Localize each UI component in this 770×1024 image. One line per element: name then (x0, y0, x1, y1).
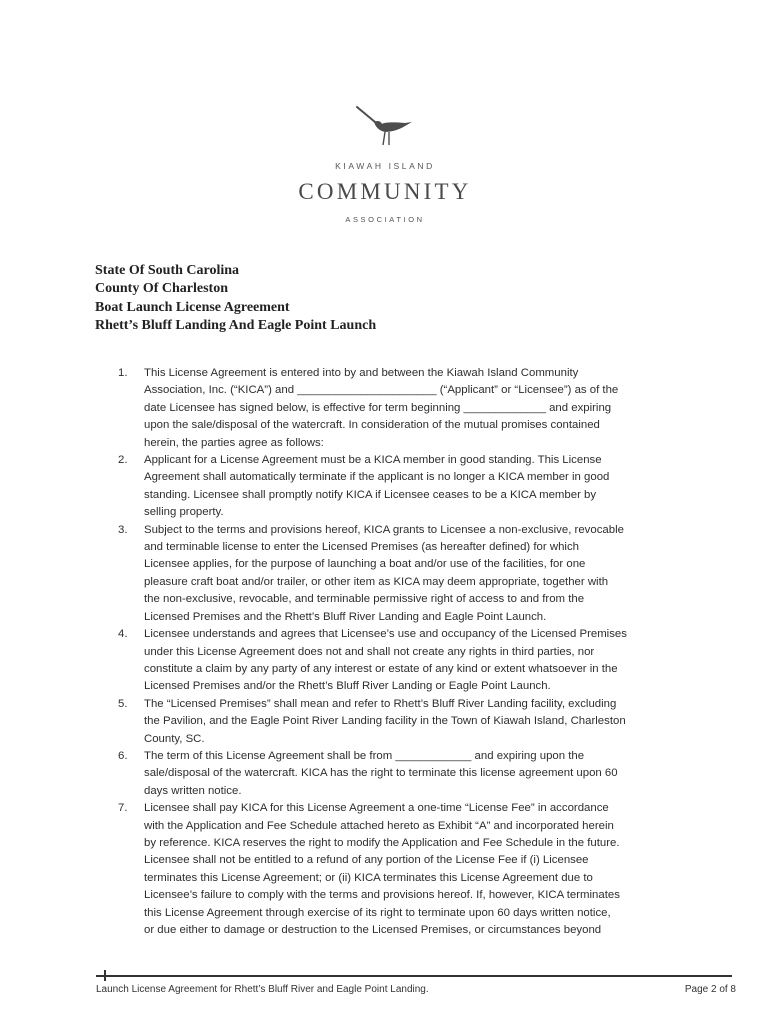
clause-number: 6. (118, 749, 128, 762)
clause-line: sale/disposal of the watercraft. KICA has the right to terminate this license agreement upon 60 (144, 767, 618, 780)
clause-number: 3. (118, 523, 128, 536)
heading-state: State Of South Carolina (95, 263, 240, 278)
clause-line: Agreement shall automatically terminate if the applicant is no longer a KICA member in good (144, 471, 610, 484)
clause-line: constitute a claim by any party of any interest or estate of any kind or extent whatsoever in the (144, 662, 618, 675)
logo (0, 105, 770, 224)
clause-line: with the Application and Fee Schedule attached hereto as Exhibit “A” and incorporated herein (144, 819, 614, 832)
clause-line: Applicant for a License Agreement must be a KICA member in good standing. This License (144, 454, 602, 467)
clause-line: terminates this License Agreement; or (ii) KICA terminates this License Agreement due to (144, 871, 593, 884)
clause-line: Subject to the terms and provisions hereof, KICA grants to Licensee a non-exclusive, revocable (144, 523, 624, 536)
clause-line: this License Agreement through exercise of its right to terminate upon 60 days written notice, (144, 906, 611, 919)
clause-line: Licensed Premises and the Rhett’s Bluff River Landing and Eagle Point Launch. (144, 610, 547, 623)
clause-line: or due either to damage or destruction to the Licensed Premises, or circumstances beyond (144, 924, 602, 936)
clause-7 (118, 800, 678, 939)
clause-number: 5. (118, 697, 128, 710)
clause-1 (118, 365, 678, 452)
clause-5 (118, 696, 678, 748)
clause-line: the Pavilion, and the Eagle Point River Landing facility in the Town of Kiawah Island, Charleston (144, 715, 626, 728)
clause-line: County, SC. (144, 732, 205, 745)
clause-line: This License Agreement is entered into by and between the Kiawah Island Community (144, 367, 579, 379)
clause-line: days written notice. (144, 784, 242, 797)
clause-4 (118, 626, 678, 696)
clause-line: herein, the parties agree as follows: (144, 436, 324, 449)
clause-line: Licensee shall pay KICA for this License Agreement a one-time “License Fee” in accordance (144, 802, 609, 815)
clause-list (118, 365, 678, 939)
heading-county: County Of Charleston (95, 281, 229, 297)
clause-line: upon the sale/disposal of the watercraft. In consideration of the mutual promises contained (144, 419, 600, 432)
document-heading (95, 262, 376, 335)
logo-top-line: KIAWAH ISLAND (335, 161, 435, 171)
clause-number: 1. (118, 367, 128, 379)
footer-divider-tick (104, 970, 106, 981)
clause-line: the non-exclusive, revocable, and terminable permissive right of access to and from the (144, 593, 585, 606)
footer-divider (96, 975, 732, 977)
logo-main-line: COMMUNITY (298, 179, 472, 204)
heading-location: Rhett’s Bluff Landing And Eagle Point Launch (95, 317, 377, 333)
clause-number: 7. (118, 802, 128, 815)
clause-6 (118, 748, 678, 800)
clause-line: Licensee understands and agrees that Licensee’s use and occupancy of the Licensed Premises (144, 628, 627, 641)
clause-line: and terminable license to enter the Licensed Premises (as hereafter defined) for which (144, 541, 579, 554)
clause-line: Licensee shall not be entitled to a refund of any portion of the License Fee if (i) Licensee (144, 854, 589, 867)
footer-page-number: Page 2 of 8 (684, 984, 736, 995)
clause-line: under this License Agreement does not and shall not create any rights in third parties, nor (144, 645, 595, 658)
clause-line: by reference. KICA reserves the right to modify the Application and Fee Schedule in the future. (144, 836, 620, 849)
heron-bird-icon (355, 105, 415, 147)
footer-document-title: Launch License Agreement for Rhett’s Bluff River and Eagle Point Landing. (96, 984, 429, 995)
clause-line: The term of this License Agreement shall be from ____________ and expiring upon the (144, 749, 585, 762)
clause-line: Licensed Premises and/or the Rhett’s Bluff River Landing or Eagle Point Launch. (144, 680, 551, 693)
clause-2 (118, 452, 678, 522)
clause-number: 2. (118, 454, 128, 467)
clause-line: Licensee’s failure to comply with the terms and provisions hereof. If, however, KICA terminates (144, 889, 620, 902)
clause-line: Licensee applies, for the purpose of launching a boat and/or use of the facilities, for one (144, 558, 586, 571)
clause-line: pleasure craft boat and/or trailer, or other item as KICA may deem appropriate, together with (144, 575, 609, 588)
clause-3 (118, 522, 678, 626)
clause-line: date Licensee has signed below, is effective for term beginning _____________ and expiring (144, 401, 612, 414)
clause-line: The “Licensed Premises” shall mean and refer to Rhett’s Bluff River Landing facility, excluding (144, 697, 617, 710)
logo-bottom-line: ASSOCIATION (345, 215, 425, 224)
clause-line: Association, Inc. (“KICA”) and ______________________ (“Applicant” or “Licensee”) as of the (144, 384, 619, 397)
heading-agreement-title: Boat Launch License Agreement (95, 299, 290, 315)
clause-number: 4. (118, 628, 128, 641)
clause-line: standing. Licensee shall promptly notify KICA if Licensee ceases to be a KICA member by (144, 488, 597, 501)
clause-line: selling property. (144, 506, 224, 519)
